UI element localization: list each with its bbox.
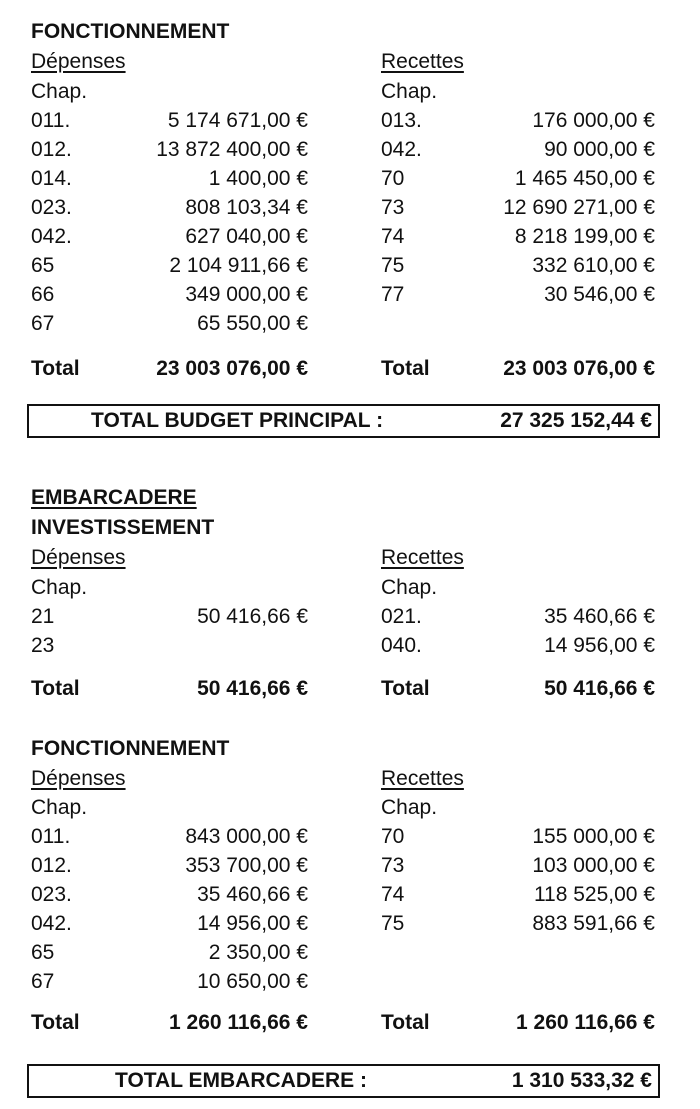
- chap-code: 012.: [31, 138, 72, 161]
- chap-code: 012.: [31, 854, 72, 877]
- recettes-total: 1 260 116,66 €: [516, 1011, 655, 1034]
- depenses-header: Dépenses: [31, 50, 126, 73]
- chap-code: 73: [381, 196, 405, 219]
- amount: 1 465 450,00 €: [514, 167, 655, 190]
- total-label: Total: [381, 1011, 430, 1034]
- total-label: Total: [381, 357, 430, 380]
- chap-code: 042.: [31, 225, 72, 248]
- chap-header: Chap.: [31, 796, 88, 819]
- total-label: Total: [381, 677, 430, 700]
- total-label: Total: [31, 357, 80, 380]
- chap-code: 21: [31, 605, 55, 628]
- amount: 30 546,00 €: [544, 283, 655, 306]
- chap-code: 013.: [381, 109, 422, 132]
- total-label: Total: [31, 1011, 80, 1034]
- amount: 8 218 199,00 €: [514, 225, 655, 248]
- depenses-header: Dépenses: [31, 546, 126, 569]
- chap-code: 67: [31, 312, 55, 335]
- chap-code: 65: [31, 254, 55, 277]
- amount: 332 610,00 €: [532, 254, 655, 277]
- amount: 1 400,00 €: [208, 167, 308, 190]
- total-label: Total: [31, 677, 80, 700]
- chap-code: 042.: [381, 138, 422, 161]
- amount: 5 174 671,00 €: [167, 109, 308, 132]
- amount: 12 690 271,00 €: [503, 196, 655, 219]
- depenses-header: Dépenses: [31, 767, 126, 790]
- total-embarcadere-value: 1 310 533,32 €: [511, 1069, 652, 1092]
- amount: 808 103,34 €: [185, 196, 308, 219]
- chap-code: 023.: [31, 883, 72, 906]
- amount: 35 460,66 €: [544, 605, 655, 628]
- amount: 627 040,00 €: [185, 225, 308, 248]
- recettes-header: Recettes: [381, 50, 464, 73]
- amount: 10 650,00 €: [197, 970, 308, 993]
- depenses-total: 23 003 076,00 €: [156, 357, 308, 380]
- amount: 176 000,00 €: [532, 109, 655, 132]
- amount: 35 460,66 €: [197, 883, 308, 906]
- amount: 14 956,00 €: [197, 912, 308, 935]
- amount: 155 000,00 €: [532, 825, 655, 848]
- section-title-fonctionnement: FONCTIONNEMENT: [31, 20, 230, 43]
- amount: 353 700,00 €: [185, 854, 308, 877]
- section-title-fonctionnement: FONCTIONNEMENT: [31, 737, 230, 760]
- chap-code: 75: [381, 254, 405, 277]
- chap-header: Chap.: [381, 80, 438, 103]
- chap-code: 23: [31, 634, 55, 657]
- chap-code: 74: [381, 883, 405, 906]
- total-budget-principal-value: 27 325 152,44 €: [500, 409, 652, 432]
- section-title-investissement: INVESTISSEMENT: [31, 516, 215, 539]
- chap-code: 011.: [31, 825, 71, 848]
- chap-code: 021.: [381, 605, 422, 628]
- chap-header: Chap.: [381, 796, 438, 819]
- amount: 65 550,00 €: [197, 312, 308, 335]
- amount: 90 000,00 €: [544, 138, 655, 161]
- amount: 843 000,00 €: [185, 825, 308, 848]
- amount: 883 591,66 €: [532, 912, 655, 935]
- chap-code: 74: [381, 225, 405, 248]
- chap-code: 040.: [381, 634, 422, 657]
- chap-code: 66: [31, 283, 55, 306]
- chap-code: 73: [381, 854, 405, 877]
- chap-code: 75: [381, 912, 405, 935]
- chap-code: 67: [31, 970, 55, 993]
- amount: 103 000,00 €: [532, 854, 655, 877]
- amount: 118 525,00 €: [533, 883, 655, 906]
- amount: 349 000,00 €: [185, 283, 308, 306]
- amount: 50 416,66 €: [197, 605, 308, 628]
- total-embarcadere-label: TOTAL EMBARCADERE :: [115, 1069, 367, 1092]
- amount: 13 872 400,00 €: [156, 138, 308, 161]
- amount: 14 956,00 €: [544, 634, 655, 657]
- chap-header: Chap.: [31, 576, 88, 599]
- depenses-total: 1 260 116,66 €: [169, 1011, 308, 1034]
- recettes-total: 23 003 076,00 €: [503, 357, 655, 380]
- chap-code: 014.: [31, 167, 72, 190]
- chap-code: 65: [31, 941, 55, 964]
- chap-code: 77: [381, 283, 405, 306]
- chap-code: 70: [381, 167, 405, 190]
- total-embarcadere-box: [27, 1064, 660, 1098]
- chap-code: 70: [381, 825, 405, 848]
- chap-header: Chap.: [381, 576, 438, 599]
- chap-code: 011.: [31, 109, 71, 132]
- total-budget-principal-box: [27, 404, 660, 438]
- recettes-total: 50 416,66 €: [544, 677, 655, 700]
- recettes-header: Recettes: [381, 767, 464, 790]
- section-title-embarcadere: EMBARCADERE: [31, 486, 197, 509]
- total-budget-principal-label: TOTAL BUDGET PRINCIPAL :: [91, 409, 384, 432]
- amount: 2 350,00 €: [208, 941, 308, 964]
- chap-code: 042.: [31, 912, 72, 935]
- chap-code: 023.: [31, 196, 72, 219]
- depenses-total: 50 416,66 €: [197, 677, 308, 700]
- recettes-header: Recettes: [381, 546, 464, 569]
- chap-header: Chap.: [31, 80, 88, 103]
- amount: 2 104 911,66 €: [169, 254, 308, 277]
